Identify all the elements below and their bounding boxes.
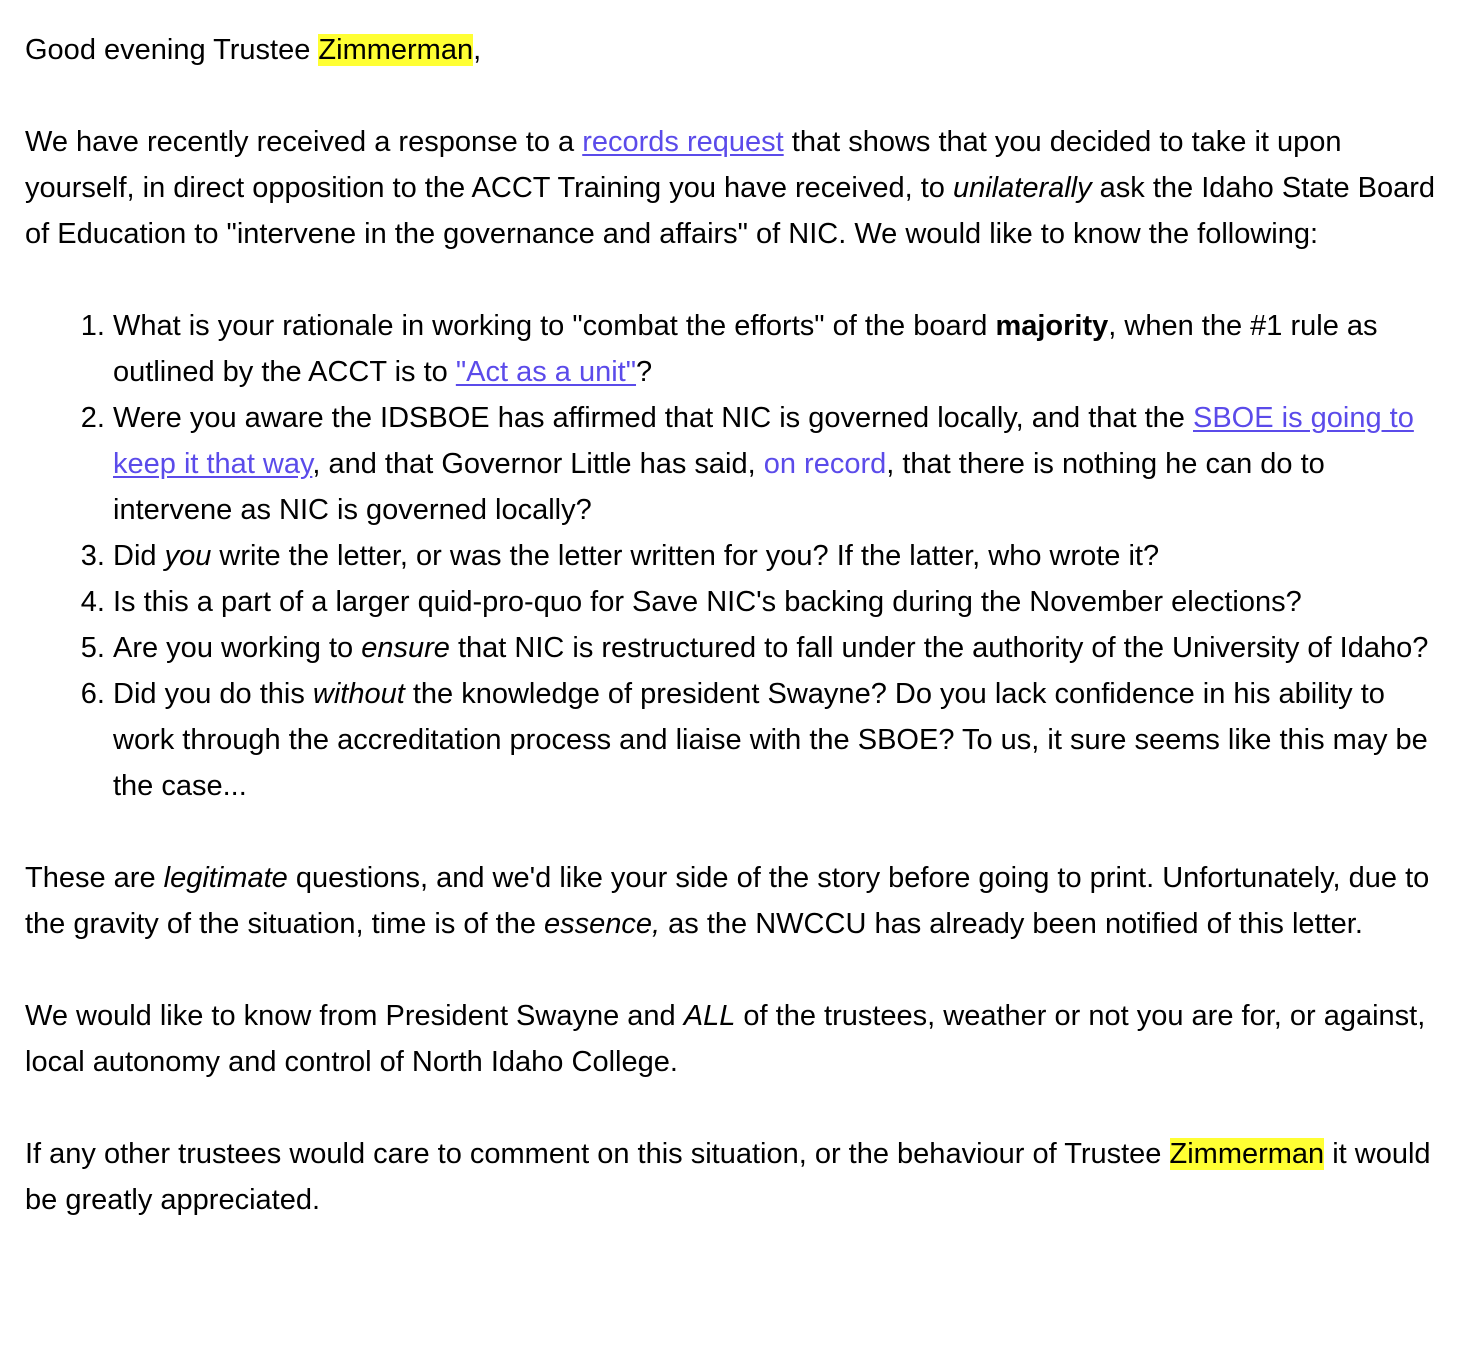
greeting-prefix: Good evening Trustee	[25, 34, 319, 66]
q2-text-3: , that there is nothing he can do to intervene as NIC is governed locally?	[113, 448, 1325, 526]
q3-text-2: write the letter, or was the letter written for you? If the latter, who wrote it?	[211, 540, 1160, 572]
closing2-text-1: We would like to know from President Swayne and	[25, 1000, 684, 1032]
questions-list	[25, 303, 1443, 809]
sboe-keep-link[interactable]: SBOE is going to keep it that way	[113, 402, 1414, 480]
intro-paragraph	[25, 119, 1443, 257]
q6-emphasis: without	[312, 678, 405, 710]
q5-text-1: Are you working to	[113, 632, 362, 664]
closing3-text-1: If any other trustees would care to comment on this situation, or the behaviour of Trustee	[25, 1138, 1170, 1170]
greeting-suffix: ,	[473, 34, 482, 66]
closing1-text-2: questions, and we'd like your side of the story before going to print. Unfortunately, due to the gravity of the situation, time is of the	[25, 862, 1430, 940]
question-3	[113, 533, 1443, 579]
closing2-emphasis: ALL	[683, 1000, 736, 1032]
q6-text-1: Did you do this	[113, 678, 313, 710]
highlighted-name: Zimmerman	[318, 34, 474, 66]
closing-paragraph-2	[25, 993, 1443, 1085]
closing2-text-2: of the trustees, weather or not you are for, or against, local autonomy and control of North Idaho College.	[25, 1000, 1426, 1078]
intro-text-1: We have recently received a response to a	[25, 126, 583, 158]
intro-text-3: ask the Idaho State Board of Education to "intervene in the governance and affairs" of NIC. We would like to know the following:	[25, 172, 1436, 250]
closing3-text-2: it would be greatly appreciated.	[25, 1138, 1431, 1216]
closing1-emphasis-1: legitimate	[163, 862, 288, 894]
closing-paragraph-3	[25, 1131, 1443, 1223]
highlighted-name-2: Zimmerman	[1169, 1138, 1325, 1170]
intro-emphasis: unilaterally	[952, 172, 1092, 204]
q2-text-2: , and that Governor Little has said,	[312, 448, 764, 480]
q4-text: Is this a part of a larger quid-pro-quo for Save NIC's backing during the November elections?	[113, 586, 1302, 618]
question-4	[113, 579, 1443, 625]
question-2	[113, 395, 1443, 533]
question-1	[113, 303, 1443, 395]
q5-emphasis: ensure	[361, 632, 450, 664]
q5-text-2: that NIC is restructured to fall under the authority of the University of Idaho?	[449, 632, 1429, 664]
q1-text-1: What is your rationale in working to "combat the efforts" of the board	[113, 310, 996, 342]
closing1-emphasis-2: essence,	[544, 908, 661, 940]
act-as-unit-link[interactable]: "Act as a unit"	[455, 356, 637, 388]
q6-text-2: the knowledge of president Swayne? Do you lack confidence in his ability to work through the accreditation process and liaise with the SBOE? To us, it sure seems like this may be the case...	[113, 678, 1428, 802]
intro-text-2: that shows that you decided to take it upon yourself, in direct opposition to the ACCT Training you have received, to	[25, 126, 1342, 204]
on-record-link[interactable]: on record	[763, 448, 887, 480]
records-request-link[interactable]: records request	[582, 126, 784, 158]
greeting-line	[25, 27, 1443, 73]
question-5	[113, 625, 1443, 671]
q1-text-2: , when the #1 rule as outlined by the ACCT is to	[113, 310, 1378, 388]
question-6	[113, 671, 1443, 809]
q2-text-1: Were you aware the IDSBOE has affirmed that NIC is governed locally, and that the	[113, 402, 1193, 434]
closing1-text-1: These are	[25, 862, 164, 894]
closing-paragraph-1	[25, 855, 1443, 947]
q1-text-3: ?	[636, 356, 653, 388]
q3-emphasis: you	[164, 540, 212, 572]
q3-text-1: Did	[113, 540, 165, 572]
q1-bold: majority	[995, 310, 1109, 342]
closing1-text-3: as the NWCCU has already been notified of this letter.	[660, 908, 1363, 940]
